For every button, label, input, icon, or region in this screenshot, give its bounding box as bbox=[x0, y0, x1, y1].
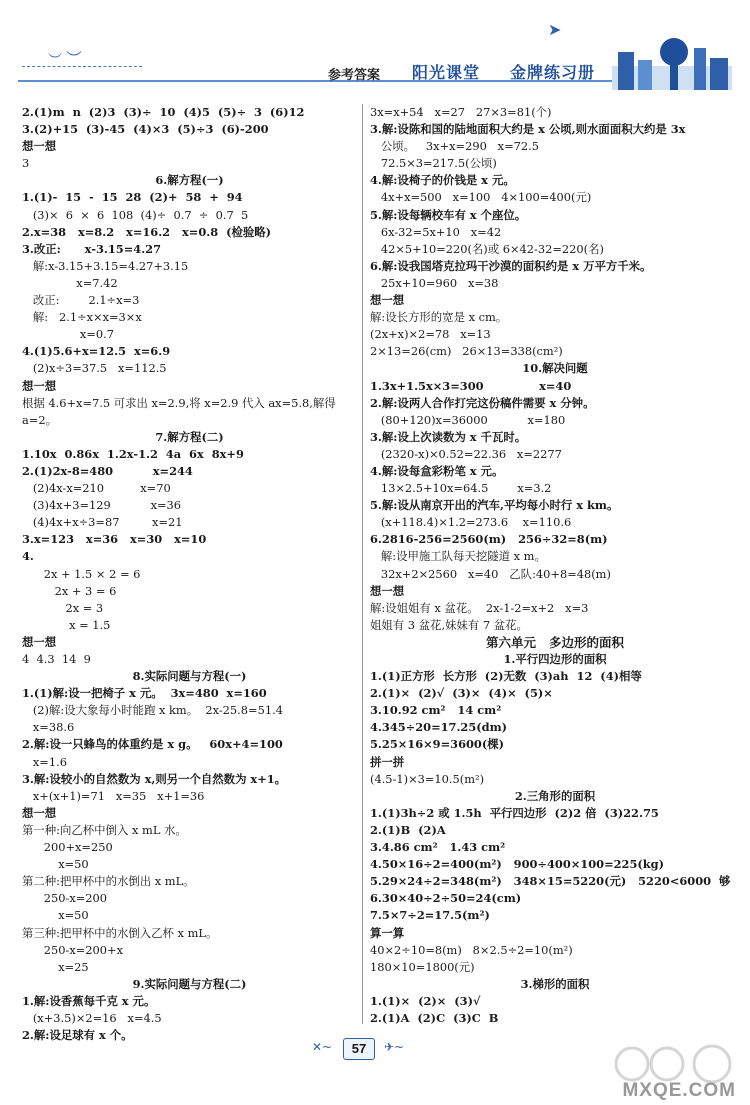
answer-line: 40×2÷10=8(m) 8×2.5÷2=10(m²) bbox=[370, 942, 573, 957]
answer-line: 想一想 bbox=[370, 583, 405, 598]
answer-line: 想一想 bbox=[370, 293, 405, 308]
answer-line: x=38.6 bbox=[22, 720, 75, 735]
page-header bbox=[0, 0, 750, 100]
answer-line: a=2。 bbox=[22, 412, 57, 427]
section-heading: 9.实际问题与方程(二) bbox=[132, 976, 247, 991]
answer-line: 5.解:设从南京开出的汽车,平均每小时行 x km。 bbox=[370, 498, 619, 513]
answer-line: (2x+x)×2=78 x=13 bbox=[370, 327, 491, 342]
answer-line: 拼一拼 bbox=[370, 754, 405, 769]
answer-line: 200+x=250 bbox=[22, 840, 113, 855]
decorative-wave-icon: ✕~ bbox=[312, 1040, 333, 1054]
answer-line: x=0.7 bbox=[22, 327, 115, 342]
answer-line: 5.29×24÷2=348(m²) 348×15=5220(元) 5220<6000 够 bbox=[370, 874, 731, 889]
answer-line: 4. bbox=[22, 549, 34, 564]
section-heading: 2.三角形的面积 bbox=[514, 788, 596, 803]
answer-line: (3)4x+3=129 x=36 bbox=[22, 498, 182, 513]
answer-line: (4.5-1)×3=10.5(m²) bbox=[370, 771, 485, 786]
bird-icon: ︶ bbox=[48, 53, 62, 69]
answer-line: (2)x÷3=37.5 x=112.5 bbox=[22, 361, 167, 376]
answer-line: 想一想 bbox=[22, 634, 57, 649]
answer-line: 想一想 bbox=[22, 139, 57, 154]
answer-line: 6.解:设我国塔克拉玛干沙漠的面积约是 x 万平方千米。 bbox=[370, 258, 652, 273]
answer-line: 250-x=200 bbox=[22, 891, 108, 906]
section-heading: 3.梯形的面积 bbox=[520, 976, 590, 991]
answer-line: (4)4x+x÷3=87 x=21 bbox=[22, 515, 183, 530]
answer-line: 32x+2×2560 x=40 乙队:40+8=48(m) bbox=[370, 566, 611, 581]
answer-line: 2×13=26(cm) 26×13=338(cm²) bbox=[370, 344, 563, 359]
answer-line: 4.50×16÷2=400(m²) 900÷400×100=225(kg) bbox=[370, 857, 665, 872]
answer-line: 25x+10=960 x=38 bbox=[370, 275, 499, 290]
answer-line: 2.(1)A (2)C (3)C B bbox=[370, 1010, 499, 1025]
answer-line: 6.30×40÷2÷50=24(cm) bbox=[370, 891, 522, 906]
answer-line: 2.(1)2x-8=480 x=244 bbox=[22, 463, 193, 478]
section-heading: 6.解方程(一) bbox=[155, 173, 224, 188]
answer-line: 4.解:设每盒彩粉笔 x 元。 bbox=[370, 463, 504, 478]
answer-line: 1.(1)- 15 - 15 28 (2)+ 58 + 94 bbox=[22, 190, 243, 205]
answer-line: x = 1.5 bbox=[22, 617, 111, 632]
answer-line: 250-x=200+x bbox=[22, 942, 123, 957]
answer-line: 3.改正: x-3.15=4.27 bbox=[22, 241, 162, 256]
answer-line: (x+118.4)×1.2=273.6 x=110.6 bbox=[370, 515, 572, 530]
section-heading: 8.实际问题与方程(一) bbox=[132, 669, 247, 684]
answer-line: 1.(1)正方形 长方形 (2)无数 (3)ah 12 (4)相等 bbox=[370, 669, 642, 684]
answer-key-label: 参考答案 bbox=[328, 68, 381, 83]
answer-line: 4x+x=500 x=100 4×100=400(元) bbox=[370, 190, 592, 205]
answer-line: 想一想 bbox=[22, 378, 57, 393]
answer-line: 4.(1)5.6+x=12.5 x=6.9 bbox=[22, 344, 171, 359]
answer-line: (3)× 6 × 6 108 (4)÷ 0.7 ÷ 0.7 5 bbox=[22, 207, 249, 222]
left-column bbox=[22, 104, 357, 1044]
answer-line: 解:设甲施工队每天挖隧道 x m。 bbox=[370, 549, 546, 564]
page-number: 57 bbox=[343, 1038, 375, 1060]
bird-icon: ✈~ bbox=[384, 1040, 405, 1054]
answer-line: 1.(1)解:设一把椅子 x 元。 3x=480 x=160 bbox=[22, 686, 267, 701]
answer-line: 3.4.86 cm² 1.43 cm² bbox=[370, 840, 506, 855]
answer-line: 1.3x+1.5x×3=300 x=40 bbox=[370, 378, 572, 393]
right-column bbox=[370, 104, 740, 1027]
paper-plane-icon: ➤ bbox=[548, 20, 562, 39]
city-skyline-icon bbox=[612, 30, 732, 90]
answer-line: 180×10=1800(元) bbox=[370, 959, 475, 974]
answer-line: 2x + 1.5 × 2 = 6 bbox=[22, 566, 141, 581]
answer-line: (2)4x-x=210 x=70 bbox=[22, 481, 171, 496]
answer-line: 2.解:设一只蜂鸟的体重约是 x g。 60x+4=100 bbox=[22, 737, 283, 752]
answer-line: 2.解:设足球有 x 个。 bbox=[22, 1028, 133, 1043]
column-divider bbox=[362, 104, 363, 1024]
answer-line: 4.345÷20=17.25(dm) bbox=[370, 720, 508, 735]
answer-line: 5.解:设每辆校车有 x 个座位。 bbox=[370, 207, 527, 222]
answer-line: 解: 2.1÷x×x=3×x bbox=[22, 310, 142, 325]
section-heading: 1.平行四边形的面积 bbox=[503, 652, 607, 666]
answer-line: 解:设长方形的宽是 x cm。 bbox=[370, 310, 508, 325]
answer-line: 解:设姐姐有 x 盆花。 2x-1-2=x+2 x=3 bbox=[370, 600, 589, 615]
answer-line: 2x + 3 = 6 bbox=[22, 583, 117, 598]
answer-line: 3 bbox=[22, 156, 30, 171]
answer-line: x+(x+1)=71 x=35 x+1=36 bbox=[22, 788, 205, 803]
answer-line: 想一想 bbox=[22, 805, 57, 820]
answer-line: 2.(1)× (2)√ (3)× (4)× (5)× bbox=[370, 686, 553, 701]
answer-line: 42×5+10=220(名)或 6×42-32=220(名) bbox=[370, 241, 604, 256]
answer-line: 解:x-3.15+3.15=4.27+3.15 bbox=[22, 258, 189, 273]
answer-line: 6.2816-256=2560(m) 256÷32=8(m) bbox=[370, 532, 608, 547]
answer-line: x=50 bbox=[22, 857, 89, 872]
answer-line: 1.解:设香蕉每千克 x 元。 bbox=[22, 993, 156, 1008]
answer-line: 根据 4.6+x=7.5 可求出 x=2.9,将 x=2.9 代入 ax=5.8,解得 bbox=[22, 395, 336, 410]
answer-line: 2.x=38 x=8.2 x=16.2 x=0.8 (检验略) bbox=[22, 224, 272, 239]
answer-line: (2)解:设大象每小时能跑 x km。 2x-25.8=51.4 bbox=[22, 703, 283, 718]
answer-line: 3.解:设陈和国的陆地面积大约是 x 公顷,则水面面积大约是 3x bbox=[370, 122, 686, 137]
answer-line: 3.x=123 x=36 x=30 x=10 bbox=[22, 532, 207, 547]
answer-line: 6x-32=5x+10 x=42 bbox=[370, 224, 502, 239]
brand-subtitle: 金牌练习册 bbox=[510, 63, 596, 82]
watermark-url: MXQE.COM bbox=[622, 1080, 736, 1101]
section-heading: 第六单元 多边形的面积 bbox=[485, 634, 625, 650]
section-heading: 7.解方程(二) bbox=[155, 429, 224, 444]
answer-line: 第一种:向乙杯中倒入 x mL 水。 bbox=[22, 822, 187, 837]
answer-line: 5.25×16×9=3600(棵) bbox=[370, 737, 505, 752]
answer-line: 7.5×7÷2=17.5(m²) bbox=[370, 908, 490, 923]
bird-icon: ︶ bbox=[66, 49, 83, 68]
answer-line: 1.(1)× (2)× (3)√ bbox=[370, 993, 481, 1008]
answer-line: 第二种:把甲杯中的水倒出 x mL。 bbox=[22, 874, 195, 889]
answer-line: x=7.42 bbox=[22, 275, 118, 290]
answer-line: 72.5×3=217.5(公顷) bbox=[370, 156, 497, 171]
answer-line: 改正: 2.1÷x=3 bbox=[22, 293, 140, 308]
answer-line: 姐姐有 3 盆花,妹妹有 7 盆花。 bbox=[370, 617, 528, 632]
answer-line: 2.(1)B (2)A bbox=[370, 822, 446, 837]
answer-line: 3.解:设较小的自然数为 x,则另一个自然数为 x+1。 bbox=[22, 771, 287, 786]
answer-line: 2.解:设两人合作打完这份稿件需要 x 分钟。 bbox=[370, 395, 595, 410]
answer-line: 算一算 bbox=[370, 925, 405, 940]
answer-line: 第三种:把甲杯中的水倒入乙杯 x mL。 bbox=[22, 925, 218, 940]
answer-line: (80+120)x=36000 x=180 bbox=[370, 412, 566, 427]
answer-line: x=50 bbox=[22, 908, 89, 923]
answer-line: x=1.6 bbox=[22, 754, 67, 769]
answer-line: 3x=x+54 x=27 27×3=81(个) bbox=[370, 105, 552, 119]
section-heading: 10.解决问题 bbox=[522, 361, 588, 376]
answer-line: 1.10x 0.86x 1.2x-1.2 4a 6x 8x+9 bbox=[22, 446, 244, 461]
answer-line: 3.解:设上次读数为 x 千瓦时。 bbox=[370, 429, 527, 444]
answer-line: (2320-x)×0.52=22.36 x=2277 bbox=[370, 446, 562, 461]
answer-line: 4.解:设椅子的价钱是 x 元。 bbox=[370, 173, 515, 188]
answer-line: 1.(1)3h÷2 或 1.5h 平行四边形 (2)2 倍 (3)22.75 bbox=[370, 805, 659, 820]
brand-title: 阳光课堂 bbox=[412, 63, 481, 82]
answer-line: (x+3.5)×2=16 x=4.5 bbox=[22, 1010, 162, 1025]
answer-line: 13×2.5+10x=64.5 x=3.2 bbox=[370, 481, 552, 496]
answer-line: 4 4.3 14 9 bbox=[22, 652, 91, 666]
answer-line: 3.10.92 cm² 14 cm² bbox=[370, 703, 502, 718]
answer-line: 2.(1)m n (2)3 (3)÷ 10 (4)5 (5)÷ 3 (6)12 bbox=[22, 105, 305, 119]
answer-line: 2x = 3 bbox=[22, 600, 104, 615]
answer-line: 公顷。 3x+x=290 x=72.5 bbox=[370, 139, 540, 154]
answer-line: x=25 bbox=[22, 959, 89, 974]
answer-line: 3.(2)+15 (3)-45 (4)×3 (5)÷3 (6)-200 bbox=[22, 122, 269, 137]
